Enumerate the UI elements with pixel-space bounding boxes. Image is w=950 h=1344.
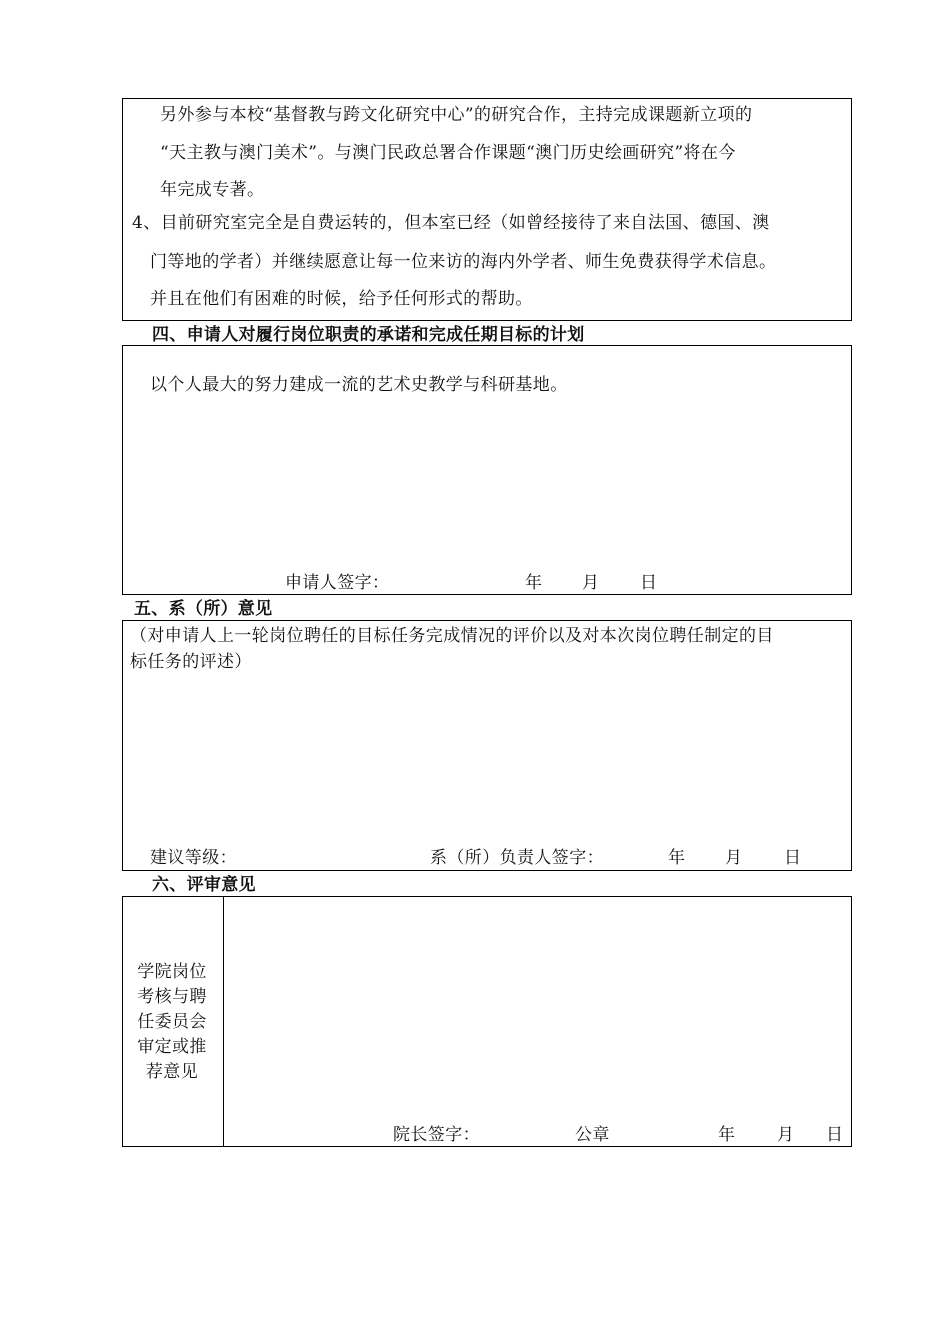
section6-heading: 六、评审意见 [152, 875, 256, 895]
section6-year: 年 [718, 1125, 736, 1145]
section4-body: 以个人最大的努力建成一流的艺术史教学与科研基地。 [150, 375, 568, 395]
section4-year: 年 [525, 573, 543, 593]
section5-heading: 五、系（所）意见 [134, 599, 273, 619]
section4-month: 月 [582, 573, 600, 593]
section3-box [122, 98, 852, 321]
row-label-line-1: 学院岗位 [137, 962, 207, 982]
section3-line-3: 年完成专著。 [160, 180, 265, 200]
section4-day: 日 [640, 573, 658, 593]
row-label-line-2: 考核与聘 [137, 987, 207, 1007]
section3-line-2: “天主教与澳门美术”。与澳门民政总署合作课题“澳门历史绘画研究”将在今 [160, 143, 736, 163]
section6-column-divider [223, 896, 224, 1147]
section6-seal-label: 公章 [575, 1125, 610, 1145]
section5-year: 年 [668, 848, 686, 868]
row-label-line-3: 任委员会 [137, 1012, 207, 1032]
section6-row-label [122, 960, 222, 1085]
section6-day: 日 [826, 1125, 844, 1145]
section6-signature-label: 院长签字： [393, 1125, 480, 1145]
section3-line-1: 另外参与本校“基督教与跨文化研究中心”的研究合作，主持完成课题新立项的 [160, 105, 753, 125]
section4-signature-label: 申请人签字： [285, 573, 390, 593]
row-label-line-4: 审定或推 [137, 1037, 207, 1057]
section6-month: 月 [777, 1125, 795, 1145]
section3-line-5: 门等地的学者）并继续愿意让每一位来访的海内外学者、师生免费获得学术信息。 [150, 252, 777, 272]
section4-heading: 四、申请人对履行岗位职责的承诺和完成任期目标的计划 [152, 325, 585, 345]
row-label-line-5: 荐意见 [145, 1062, 199, 1082]
section5-note-line1: （对申请人上一轮岗位聘任的目标任务完成情况的评价以及对本次岗位聘任制定的目 [130, 626, 774, 646]
section6-box [122, 896, 852, 1147]
section5-signature-label: 系（所）负责人签字： [430, 848, 604, 868]
section3-line-4: 4、目前研究室完全是自费运转的，但本室已经（如曾经接待了来自法国、德国、澳 [132, 213, 770, 233]
section5-grade-label: 建议等级： [150, 848, 237, 868]
section3-line-6: 并且在他们有困难的时候，给予任何形式的帮助。 [150, 289, 533, 309]
section5-note-line2: 标任务的评述） [130, 652, 252, 672]
section5-day: 日 [784, 848, 802, 868]
section5-month: 月 [725, 848, 743, 868]
